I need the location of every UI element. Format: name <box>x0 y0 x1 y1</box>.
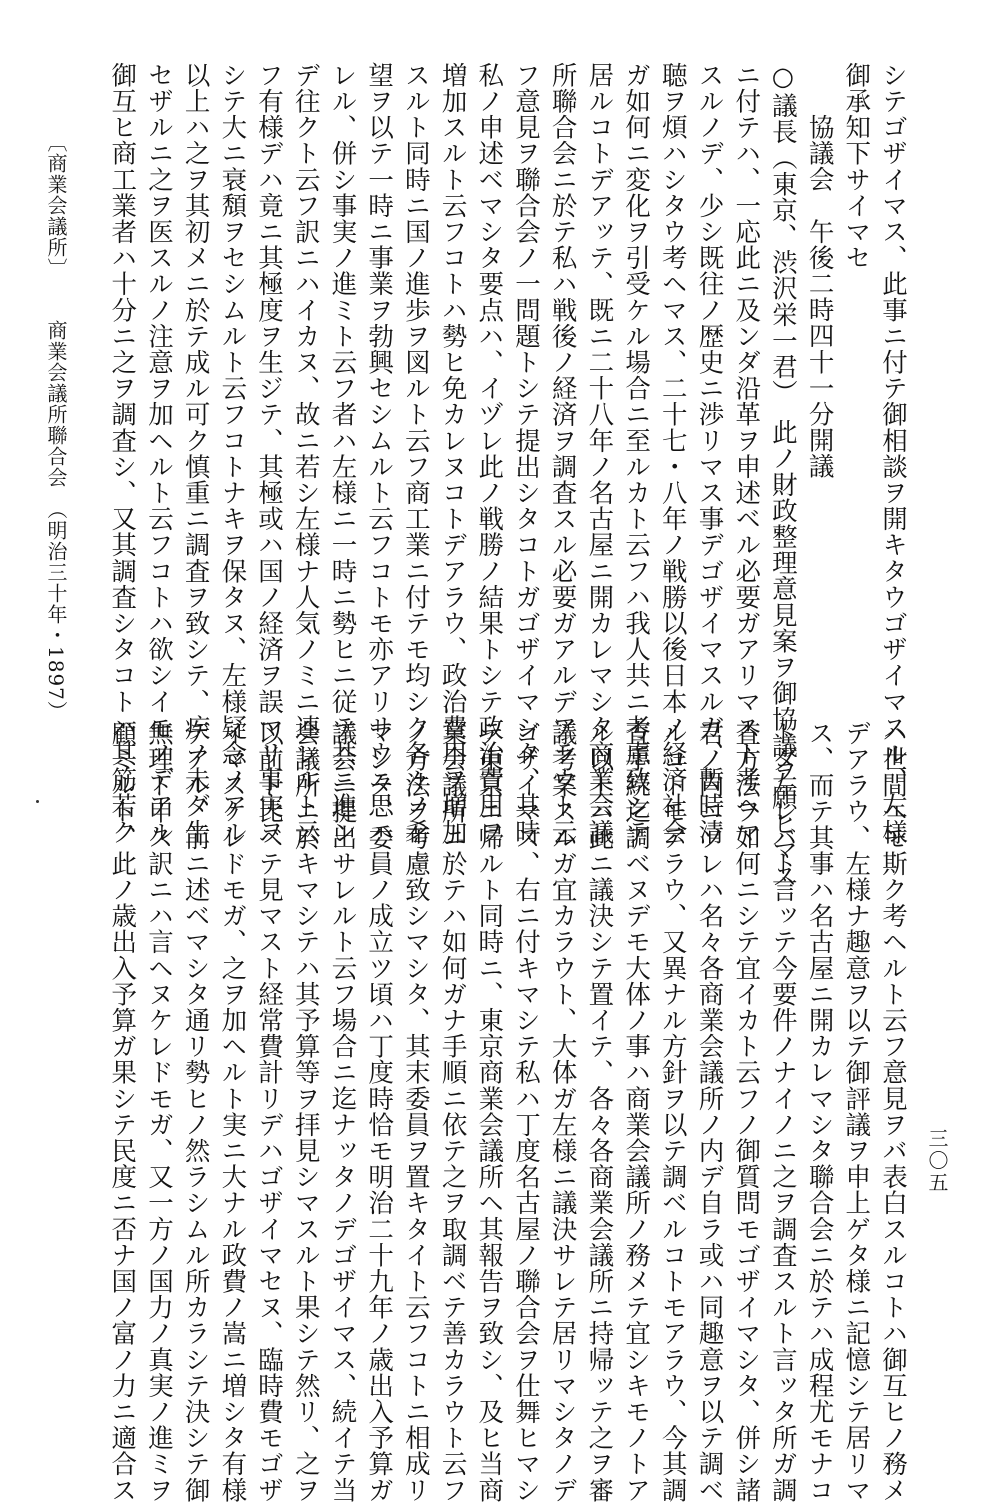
text-column: 会議所ニ於キマシテハ其予算等ヲ拝見シマスルト果シテ然リ、之ヲ <box>290 720 321 1503</box>
text-column: ノ方法ヲ考慮致シマシタ、其末委員ヲ置キタイト云フコトニ相成リ <box>400 720 431 1503</box>
text-column: ニ付テハ、一応此ニ及ンダ沿革ヲ申述ベル必要ガアリマスト考ヘマ <box>731 62 762 845</box>
text-column: スルト同時ニ国ノ進歩ヲ図ルト云フ商工業ニ付テモ均シク各々ノ希 <box>400 62 431 845</box>
text-column: フ有様デハ竟ニ其極度ヲ生ジテ、其極或ハ国ノ経済ヲ誤マリ事実ヲ <box>254 62 285 845</box>
text-column: ゴザイマス、右ニ付キマシテ私ハ丁度名古屋ノ聯合会ヲ仕舞ヒマシ <box>510 720 541 1503</box>
text-column: レル、併シ事実ノ進ミト云フ者ハ左様ニ一時ニ勢ヒニ従テ共ニ進ン <box>327 62 358 845</box>
text-column: トダ左レバト言ッテ今要件ノナイノニ之ヲ調査スルト言ッタ所ガ調 <box>767 720 798 1503</box>
text-column: イマスケレドモガ、之ヲ加ヘルト実ニ大ナル政費ノ嵩ニ増シタ有様 <box>217 720 248 1503</box>
text-column: セザルニ之ヲ医スルノ注意ヲ加ヘルト云フコトハ欲シイモノデアル <box>143 62 174 845</box>
text-column: ルコトモアラウ、又異ナル方針ヲ以テ調ベルコトモアラウ、今其調 <box>657 720 688 1503</box>
text-column: 以上ハ之ヲ其初メニ於テ成ル可ク慎重ニ調査ヲ致シテ、疾ノ未ダ生 <box>180 62 211 845</box>
text-column: デアル、前ニ述ベマシタ通リ勢ヒノ然ラシムル所カラシテ決シテ御 <box>180 720 211 1503</box>
text-column: ル以上ハ此ニ議決シテ置イテ、各々各商業会議所ニ持帰ッテ之ヲ審 <box>584 720 615 1503</box>
text-column: 査手続迄調ベヌデモ大体ノ事ハ商業会議所ノ務メテ宜シキモノトア <box>621 720 652 1503</box>
text-column: シテゴザイマス、此事ニ付テ御相談ヲ開キタウゴザイマスル、左様 <box>878 62 908 845</box>
text-column: 議会ニ提出サレルト云フ場合ニ迄ナッタノデゴザイマス、続イテ当 <box>327 720 358 1503</box>
text-column: 無理ト申ス訳ニハ言ヘヌケレドモガ、又一方ノ国力ノ真実ノ進ミヲ <box>143 720 174 1503</box>
text-column: 私ノ申述ベマシタ要点ハ、イヅレ此ノ戦勝ノ結果トシテ政治費用ヲ <box>474 62 505 845</box>
page-number: 三〇五 <box>925 1128 949 1194</box>
print-speck <box>36 800 39 803</box>
text-column: 居ルコトデアッテ、既ニ二十八年ノ名古屋ニ開カレマシタ商業会議 <box>584 62 615 845</box>
running-footer-title: 商業会議所聯合会 （明治三十年・1897） <box>44 320 68 722</box>
text-column: 聴ヲ煩ハシタウ考ヘマス、二十七・八年ノ戦勝以後日本ノ経済社会 <box>657 62 688 845</box>
lower-text-block <box>104 720 911 1503</box>
text-column: 所聯合会ニ於テ私ハ戦後ノ経済ヲ調査スル必要ガアルデアラウト云 <box>547 62 578 845</box>
text-column: 君ノ内ニソレハ名々各商業会議所ノ内デ自ラ或ハ同趣意ヲ以テ調ベ <box>694 720 725 1503</box>
text-column: ガ如何ニ変化ヲ引受ケル場合ニ至ルカト云フハ我人共ニ考慮致シテ <box>621 62 652 845</box>
text-column: スルノデ、少シ既往ノ歴史ニ渉リマス事デゴザイマスルガ、暫時清 <box>694 62 725 845</box>
text-column: ス、而テ其事ハ名古屋ニ開カレマシタ聯合会ニ於テハ成程尤モナコ <box>804 720 835 1503</box>
text-column: 御互ヒ商工業者ハ十分ニ之ヲ調査シ、又其調査シタコトハ其筋若ク <box>107 62 138 845</box>
text-column: 以前ト比ベテ見マスト経常費計リデハゴザイマセヌ、臨時費モゴザ <box>254 720 285 1503</box>
session-heading: 協議会 午後二時四十一分開議 <box>804 114 835 480</box>
running-footer-abbrev: 〔商業会議所〕 <box>44 132 68 279</box>
text-column: 業会議所ニ於テハ如何ガナ手順ニ依テ之ヲ取調ベテ善カラウト云フ <box>437 720 468 1503</box>
text-column: 査方法ヲ如何ニシテ宜イカト云フノ御質問モゴザイマシタ、併シ諸 <box>731 720 762 1503</box>
text-column: デ往クト云フ訳ニハイカヌ、故ニ若シ左様ナ人気ノミニ連レルト云 <box>290 62 321 845</box>
text-column: シテ大ニ衰頽ヲセシムルト云フコトナキヲ保タヌ、左様疑念ノアル <box>217 62 248 845</box>
text-column: ハ世間ヘモ斯ク考ヘルト云フ意見ヲバ表白スルコトハ御互ヒノ務メ <box>878 720 908 1503</box>
text-column: テ東京ニ帰ルト同時ニ、東京商業会議所ヘ其報告ヲ致シ、及ヒ当商 <box>474 720 505 1503</box>
text-column: 議考案スルガ宜カラウト、大体ガ左様ニ議決サレテ居リマシタノデ <box>547 720 578 1503</box>
text-column: 御承知下サイマセ <box>841 62 872 271</box>
text-column: フ意見ヲ聯合会ノ一問題トシテ提出シタコトガゴザイマシタ、其時 <box>510 62 541 845</box>
text-column: 顧ミルト、此ノ歳出入予算ガ果シテ民度ニ否ナ国ノ富ノ力ニ適合ス <box>107 720 138 1503</box>
text-column: デアラウ、左様ナ趣意ヲ以テ御評議ヲ申上ゲタ様ニ記憶シテ居リマ <box>841 720 872 1503</box>
upper-text-block <box>104 62 911 889</box>
text-column: 増加スルト云フコトハ勢ヒ免カレヌコトデアラウ、政治費用ヲ増加 <box>437 62 468 845</box>
text-column: 望ヲ以テ一時ニ事業ヲ勃興セシムルト云フコトモ亦アリサウニ思ハ <box>364 62 395 845</box>
text-column: マシタ、委員ノ成立ツ頃ハ丁度時恰モ明治二十九年ノ歳出入予算ガ <box>364 720 395 1503</box>
text-column: ○議長（東京、渋沢栄一君） 此ノ財政整理意見案ヲ御協議ヲ願ヒマス <box>767 62 798 889</box>
